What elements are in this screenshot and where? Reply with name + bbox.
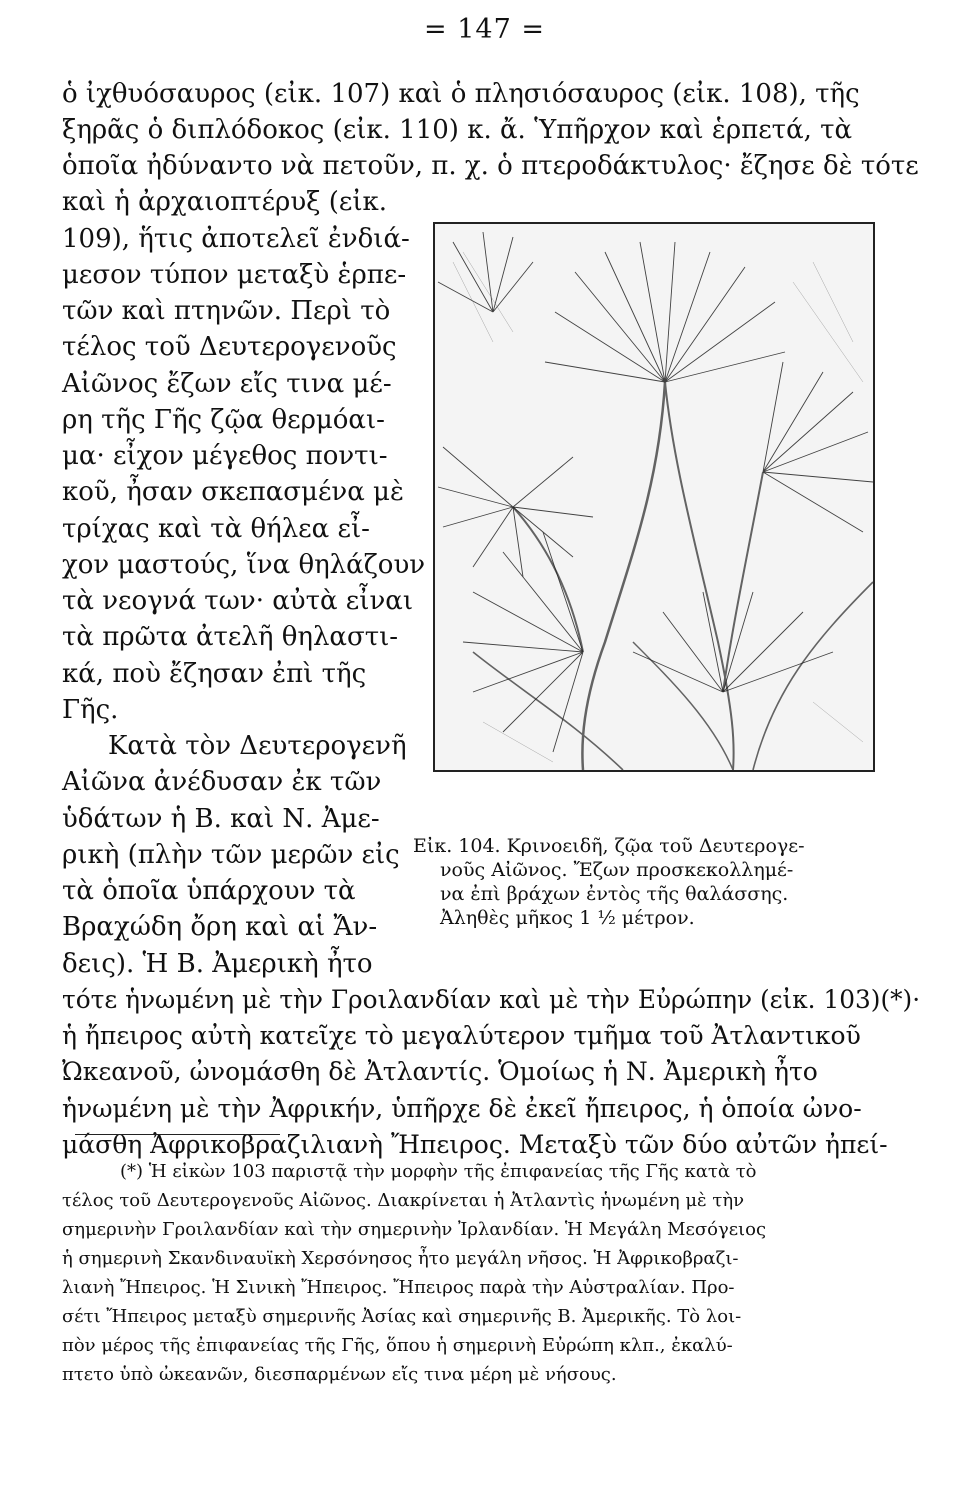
body-line: κοῦ, ἦσαν σκεπασμένα μὲ [62,477,404,507]
footnote-divider [75,1134,280,1135]
body-line: μάσθη Ἀφρικοβραζιλιανὴ Ἤπειρος. Μεταξὺ τῶν δύο αὐτῶν ἠπεί- [62,1130,888,1159]
body-line: τέλος τοῦ Δευτερογενοῦς [62,332,397,362]
body-line: ὑδάτων ἡ Β. καὶ Ν. Ἀμε- [62,804,380,834]
body-line: ρικὴ (πλὴν τῶν μερῶν εἰς [62,840,400,870]
body-line: τρίχας καὶ τὰ θήλεα εἶ- [62,514,370,544]
body-line: ὁποῖα ἠδύναντο νὰ πετοῦν, π. χ. ὁ πτεροδάκτυλος· ἔζησε δὲ τότε [62,151,919,181]
body-line: μα· εἶχον μέγεθος ποντι- [62,441,388,471]
footnote-line: ἡ σημερινὴ Σκανδιναυϊκὴ Χερσόνησος ἦτο μεγάλη νῆσος. Ἡ Ἀφρικοβραζι- [62,1248,739,1269]
body-line: καὶ ἡ ἀρχαιοπτέρυξ (εἰκ. [62,187,388,217]
body-line: ἡνωμένη μὲ τὴν Ἀφρικήν, ὑπῆρχε δὲ ἐκεῖ ἤπειρος, ἡ ὁποία ὠνο- [62,1094,862,1123]
body-line: τὰ πρῶτα ἀτελῆ θηλαστι- [62,622,399,652]
figure-caption-line: Ἀληθὲς μῆκος 1 ½ μέτρον. [440,907,695,929]
footnote-line: πὸν μέρος τῆς ἐπιφανείας τῆς Γῆς, ὅπου ἡ σημερινὴ Εὐρώπη κλπ., ἐκαλύ- [62,1335,733,1356]
footnote-line: σέτι Ἤπειρος μεταξὺ σημερινῆς Ἀσίας καὶ σημερινῆς Β. Ἀμερικῆς. Τὸ λοι- [62,1306,742,1327]
body-line: τότε ἡνωμένη μὲ τὴν Γροιλανδίαν καὶ μὲ τὴν Εὐρώπην (εἰκ. 103)(*)· [62,985,921,1014]
figure-caption-line: να ἐπὶ βράχων ἐντὸς τῆς θαλάσσης. [440,883,789,905]
body-line: τὰ νεογνά των· αὐτὰ εἶναι [62,586,414,616]
body-line: δεις). Ἡ Β. Ἀμερικὴ ἦτο [62,949,373,979]
body-line: Αἰῶνα ἀνέδυσαν ἐκ τῶν [62,767,382,797]
body-line: τῶν καὶ πτηνῶν. Περὶ τὸ [62,296,391,326]
figure-caption-line: Εἰκ. 104. Κρινοειδῆ, ζῷα τοῦ Δευτερογε- [413,835,805,857]
body-line: 109), ἥτις ἀποτελεῖ ἐνδιά- [62,224,410,254]
body-line: Κατὰ τὸν Δευτερογενῆ [108,731,407,761]
body-line: ρη τῆς Γῆς ζῷα θερμόαι- [62,405,385,435]
body-line: Γῆς. [62,695,119,725]
body-line: Βραχώδη ὄρη καὶ αἱ Ἄν- [62,912,378,942]
body-line: Αἰῶνος ἔζων εἴς τινα μέ- [62,369,392,399]
body-line: χον μαστούς, ἵνα θηλάζουν [62,550,426,580]
footnote-line: λιανὴ Ἤπειρος. Ἡ Σινικὴ Ἤπειρος. Ἤπειρος παρὰ τὴν Αὐστραλίαν. Προ- [62,1277,735,1298]
body-line: μεσον τύπον μεταξὺ ἑρπε- [62,260,407,290]
body-line: ἡ ἤπειρος αὐτὴ κατεῖχε τὸ μεγαλύτερον τμῆμα τοῦ Ἀτλαντικοῦ [62,1021,861,1050]
body-line: ξηρᾶς ὁ διπλόδοκος (εἰκ. 110) κ. ἄ. Ὑπῆρχον καὶ ἑρπετά, τὰ [62,115,853,145]
crinoid-illustration [433,222,875,772]
body-line: Ὠκεανοῦ, ὠνομάσθη δὲ Ἀτλαντίς. Ὁμοίως ἡ Ν. Ἀμερικὴ ἦτο [62,1057,818,1086]
body-line: κά, ποὺ ἔζησαν ἐπὶ τῆς [62,659,367,689]
footnote-line: σημερινὴν Γροιλανδίαν καὶ τὴν σημερινὴν Ἰρλανδίαν. Ἡ Μεγάλη Μεσόγειος [62,1219,767,1240]
body-line: ὁ ἰχθυόσαυρος (εἰκ. 107) καὶ ὁ πλησιόσαυρος (εἰκ. 108), τῆς [62,79,860,109]
footnote-line: (*) Ἡ εἰκὼν 103 παριστᾷ τὴν μορφὴν τῆς ἐπιφανείας τῆς Γῆς κατὰ τὸ [120,1161,757,1182]
page-number: = 147 = [424,14,545,45]
footnote-line: πτετο ὑπὸ ὠκεανῶν, διεσπαρμένων εἴς τινα μέρη μὲ νήσους. [62,1364,617,1385]
figure-caption-line: νοῦς Αἰῶνος. Ἔζων προσκεκολλημέ- [440,859,794,881]
body-line: τὰ ὁποῖα ὑπάρχουν τὰ [62,876,356,906]
footnote-line: τέλος τοῦ Δευτερογενοῦς Αἰῶνος. Διακρίνεται ἡ Ἀτλαντὶς ἡνωμένη μὲ τὴν [62,1190,745,1211]
